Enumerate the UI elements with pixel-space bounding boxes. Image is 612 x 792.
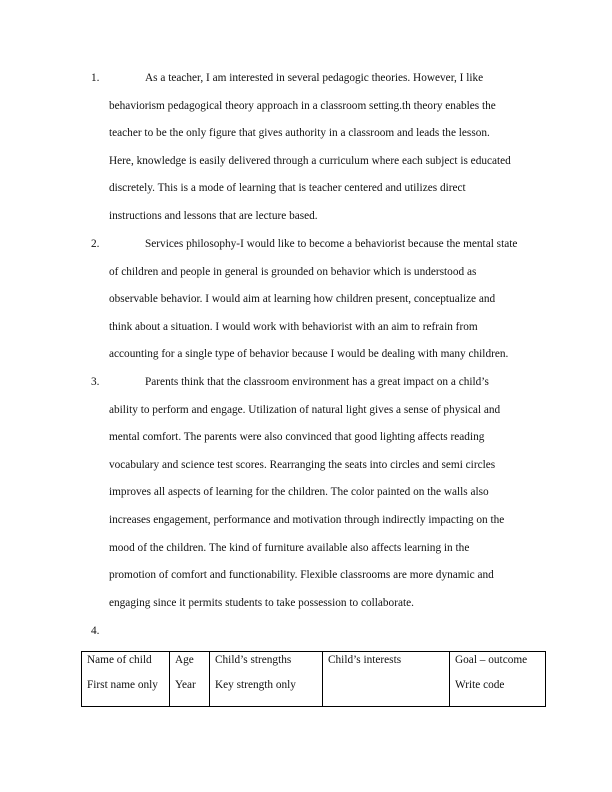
paragraph-line: engaging since it permits students to take possession to collaborate.: [109, 596, 414, 609]
paragraph-line: As a teacher, I am interested in several pedagogic theories. However, I like: [145, 72, 484, 84]
paragraph-line: vocabulary and science test scores. Rearranging the seats into circles and semi circles: [109, 458, 496, 471]
paragraph-line: improves all aspects of learning for the children. The color painted on the walls also: [109, 486, 489, 499]
paragraph-line: observable behavior. I would aim at learning how children present, conceptualize and: [109, 293, 496, 306]
paragraph-line: think about a situation. I would work with behaviorist with an aim to refrain from: [109, 320, 478, 333]
list-item-number: 1.: [91, 72, 100, 84]
table-cell-childs-strengths: [210, 652, 323, 707]
paragraph-line: ability to perform and engage. Utilization of natural light gives a sense of physical and: [109, 403, 501, 416]
paragraph-line: teacher to be the only figure that gives authority in a classroom and leads the lesson.: [109, 127, 490, 140]
column-header: Child’s interests: [328, 654, 402, 666]
paragraph-line: Parents think that the classroom environment has a great impact on a child’s: [145, 376, 489, 388]
paragraph-line: behaviorism pedagogical theory approach in a classroom setting.th theory enables the: [109, 99, 496, 112]
paragraph-line: mental comfort. The parents were also convinced that good lighting affects reading: [109, 431, 485, 444]
list-item-number: 2.: [91, 238, 100, 250]
table-cell-name-of-child: [82, 652, 170, 707]
column-header: Age: [175, 654, 194, 666]
paragraph-line: Services philosophy-I would like to become a behaviorist because the mental state: [145, 238, 518, 250]
child-goals-table: [81, 651, 546, 707]
column-subheader: Write code: [455, 679, 505, 691]
paragraph-line: mood of the children. The kind of furniture available also affects learning in the: [109, 541, 470, 554]
paragraph-line: instructions and lessons that are lecture based.: [109, 210, 318, 222]
column-subheader: Year: [175, 679, 196, 691]
paragraph-line: discretely. This is a mode of learning that is teacher centered and utilizes direct: [109, 182, 466, 195]
table-cell-age: [170, 652, 210, 707]
paragraph-line: Here, knowledge is easily delivered through a curriculum where each subject is educated: [109, 154, 511, 167]
paragraph-line: increases engagement, performance and motivation through indirectly impacting on the: [109, 514, 505, 526]
column-header: Child’s strengths: [215, 654, 292, 666]
column-subheader: First name only: [87, 679, 158, 691]
table-cell-goal-outcome: [450, 652, 546, 707]
paragraph-line: of children and people in general is grounded on behavior which is understood as: [109, 265, 477, 278]
table-row: [82, 652, 546, 707]
paragraph-line: accounting for a single type of behavior because I would be dealing with many children.: [109, 348, 509, 361]
column-header: Goal – outcome: [455, 654, 528, 666]
table-cell-childs-interests: [323, 652, 450, 707]
column-header: Name of child: [87, 654, 152, 666]
column-subheader: Key strength only: [215, 679, 296, 691]
list-item-number: 4.: [91, 625, 100, 637]
list-item-number: 3.: [91, 376, 100, 388]
paragraph-line: promotion of comfort and functionability. Flexible classrooms are more dynamic and: [109, 569, 494, 582]
